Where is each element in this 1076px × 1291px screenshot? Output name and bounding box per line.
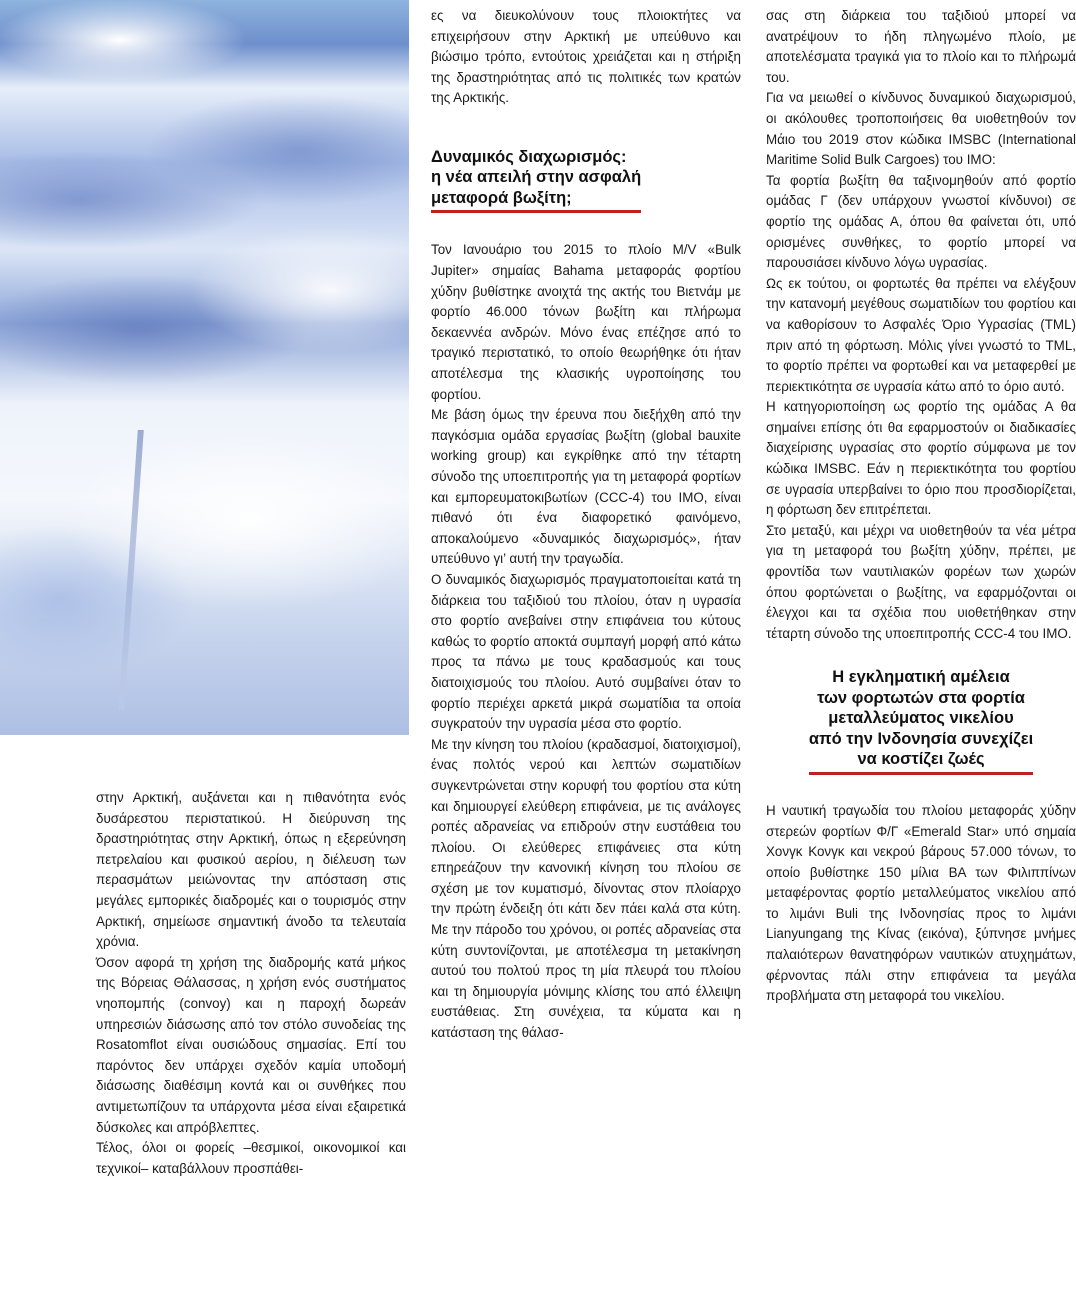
heading-line: των φορτωτών στα φορτία — [817, 688, 1025, 707]
heading-line: Η εγκληματική αμέλεια — [832, 668, 1010, 687]
heading-underlined-block — [809, 667, 1033, 775]
right-paragraph: Η κατηγοριοποίηση ως φορτίο της ομάδας Α θα σημαίνει επίσης ότι θα εφαρμοστούν οι διαδικασίες διαχείρισης υγρασίας στο φορτίο σύμφωνα με τον κώδικα IMSBC. Εάν η περιεκτικότητα του φορτίου σε υγρασία υπερβαίνει το όριο που προσδιορίζεται, η φόρτωση δεν επιτρέπεται. — [766, 399, 1076, 518]
middle-paragraph: Ο δυναμικός διαχωρισμός πραγματοποιείται κατά τη διάρκεια του ταξιδιού του πλοίου, όταν η υγρασία στο φορτίο ανεβαίνει στην επιφάνεια του κύτους καθώς το φορτίο αποκτά συμπαγή μορφή από κάτω προς τα πάνω με τους κραδασμούς και τους διατοιχισμούς του πλοίου. Αυτό συμβαίνει όταν το φορτίο περιέχει αρκετά μικρά σωματίδια τα οποία συγκρατούν την υγρασία μέσα στο φορτίο. — [431, 571, 741, 732]
right-paragraph: Για να μειωθεί ο κίνδυνος δυναμικού διαχωρισμού, οι ακόλουθες τροποποιήσεις θα υιοθετηθούν τον Μάιο του 2019 στον κώδικα IMSBC (International Maritime Solid Bulk Cargoes) του ΙΜΟ: — [766, 90, 1076, 168]
middle-column — [431, 6, 741, 1044]
heading-line: η νέα απειλή στην ασφαλή — [431, 168, 642, 187]
section-heading-dynamic-separation — [431, 147, 741, 214]
right-paragraph: Ως εκ τούτου, οι φορτωτές θα πρέπει να ελέγξουν την κατανομή μεγέθους σωματιδίων του φορτίου και να καθορίσουν το Ασφαλές Όριο Υγρασίας (TML) πριν από τη φόρτωση. Μόλις γίνει γνωστό το TML, το φορτίο πρέπει να φορτωθεί και να μεταφερθεί με περιεκτικότητα σε υγρασία κάτω από το όριο αυτό. — [766, 275, 1076, 394]
arctic-ice-photo — [0, 0, 409, 735]
left-paragraph: στην Αρκτική, αυξάνεται και η πιθανότητα ενός δυσάρεστου περιστατικού. Η διεύρυνση της δραστηριότητας στην Αρκτική, όπως η εξερεύνηση πετρελαίου και φυσικού αερίου, η διέλευση των περασμάτων μειώνοντας την απόσταση στις μεγάλες εμπορικές διαδρομές και ο τουρισμός στην Αρκτική, σημείωσε σημαντική άνοδο τα τελευταία χρόνια. — [96, 790, 406, 950]
heading-line: μεταλλεύματος νικελίου — [828, 709, 1014, 728]
heading-underlined-block — [431, 147, 641, 214]
right-paragraph: Η ναυτική τραγωδία του πλοίου μεταφοράς χύδην στερεών φορτίων Φ/Γ «Emerald Star» υπό σημαία Χονγκ Κονγκ και νεκρού βάρους 57.000 τόνων, το οποίο βυθίστηκε 150 μίλια ΒΑ των Φιλιππίνων μεταφέροντας φορτίο μεταλλεύματος νικελίου από το λιμάνι Buli της Ινδονησίας προς το λιμάνι Lianyungang της Κίνας (εικόνα), ξύπνησε μνήμες παλαιότερων θανατηφόρων ναυτικών ατυχημάτων, φέρνοντας πάλι στην επιφάνεια τα μεγάλα προβλήματα στη μεταφορά του νικελίου. — [766, 802, 1076, 1004]
right-paragraph: σας στη διάρκεια του ταξιδιού μπορεί να ανατρέψουν το ήδη πληγωμένο πλοίο, με αποτελέσματα τραγικά για το πλοίο και το πλήρωμά του. — [766, 8, 1076, 85]
heading-line: από την Ινδονησία συνεχίζει — [808, 729, 1034, 748]
middle-paragraph: Τον Ιανουάριο του 2015 το πλοίο M/V «Bulk Jupiter» σημαίας Bahama μεταφοράς φορτίου χύδην βυθίστηκε ανοιχτά της ακτής του Βιετνάμ με φορτίο 46.000 τόνων βωξίτη και πλήρωμα δεκαεννέα ανδρών. Μόνο ένας επέζησε από το τραγικό περιστατικό, το οποίο θεωρήθηκε ότι ήταν αποτέλεσμα της κλασικής υγροποίησης του φορτίου. — [431, 242, 741, 402]
left-paragraph: Όσον αφορά τη χρήση της διαδρομής κατά μήκος της Βόρειας Θάλασσας, η χρήση ενός συστήματος νηοπομπής (convoy) και η παροχή δωρεάν υπηρεσιών διάσωσης από τον στόλο συνοδείας της Rosatomflot είναι ουσιώδους σημασίας. Επί του παρόντος δεν υπάρχει σχεδόν καμία υποδομή διάσωσης διαθέσιμη κοντά και οι συνθήκες που αντιμετωπίζουν τα υπάρχοντα μέσα είναι εξαιρετικά δύσκολες και απρόβλεπτες. — [96, 954, 406, 1135]
right-paragraph: Τα φορτία βωξίτη θα ταξινομηθούν από φορτίο ομάδας Γ (δεν υπάρχουν γνωστοί κίνδυνοι) σε φορτίο της ομάδας Α, όπου θα φαίνεται ότι, υπό ορισμένες συνθήκες, το φορτίο μπορεί να παρουσιάσει κίνδυνο λόγω υγρασίας. — [766, 172, 1076, 271]
heading-line: μεταφορά βωξίτη; — [431, 188, 572, 207]
left-paragraph: Τέλος, όλοι οι φορείς –θεσμικοί, οικονομικοί και τεχνικοί– καταβάλλουν προσπάθει- — [96, 1140, 406, 1176]
middle-intro-paragraph: ες να διευκολύνουν τους πλοιοκτήτες να επιχειρήσουν στην Αρκτική με υπεύθυνο και βιώσιμο τρόπο, εντούτοις χρειάζεται και η στήριξη της δραστηριότητας από τις πολιτικές των κρατών της Αρκτικής. — [431, 8, 741, 106]
right-paragraph: Στο μεταξύ, και μέχρι να υιοθετηθούν τα νέα μέτρα για τη μεταφορά του βωξίτη χύδην, πρέπει, με φροντίδα των ναυτιλιακών φορέων των χωρών όπου φορτώνεται ο βωξίτης, να εφαρμόζονται οι έλεγχοι και τα σχέδια που υιοθετήθηκαν στην τέταρτη σύνοδο της υποεπιτροπής CCC-4 του ΙΜΟ. — [766, 522, 1076, 641]
heading-line: να κοστίζει ζωές — [857, 750, 985, 769]
heading-line: Δυναμικός διαχωρισμός: — [431, 147, 627, 166]
section-heading-nickel-ore — [766, 667, 1076, 775]
right-column — [766, 6, 1076, 1007]
middle-paragraph: Με την κίνηση του πλοίου (κραδασμοί, διατοιχισμοί), ένας πολτός νερού και λεπτών σωματιδίων συγκεντρώνεται στην κορυφή του φορτίου στα κύτη και δημιουργεί ελεύθερη επιφάνεια, με τις ανάλογες ροπές αδρανείας να επιδρούν στην ευστάθεια του πλοίου. Οι ελεύθερες επιφάνειες στα κύτη επηρεάζουν την κανονική κίνηση του πλοίου σε σχέση με τον κυματισμό, δίνοντας στον πλοίαρχο την πρώτη ένδειξη ότι κάτι δεν πάει καλά στα κύτη. Με την πάροδο του χρόνου, οι ροπές αδρανείας στα κύτη συντονίζονται, με αποτέλεσμα τη μετακίνηση αυτού του πολτού προς τη μία πλευρά του πλοίου και τη δημιουργία μόνιμης κλίσης του από έλλειψη ευστάθειας. Στη συνέχεια, τα κύματα και η κατάσταση της θάλασ- — [431, 736, 741, 1041]
left-column — [96, 788, 406, 1179]
middle-paragraph: Με βάση όμως την έρευνα που διεξήχθη από την παγκόσμια ομάδα εργασίας βωξίτη (global bauxite working group) και εγκρίθηκε από την τέταρτη σύνοδο της υποεπιτροπής για τη μεταφορά φορτίων και εμπορευματοκιβωτίων (CCC-4) του ΙΜΟ, είναι πιθανό ότι ένα διαφορετικό φαινόμενο, αποκαλούμενο «δυναμικός διαχωρισμός», ήταν υπεύθυνο γι’ αυτή την τραγωδία. — [431, 407, 741, 567]
